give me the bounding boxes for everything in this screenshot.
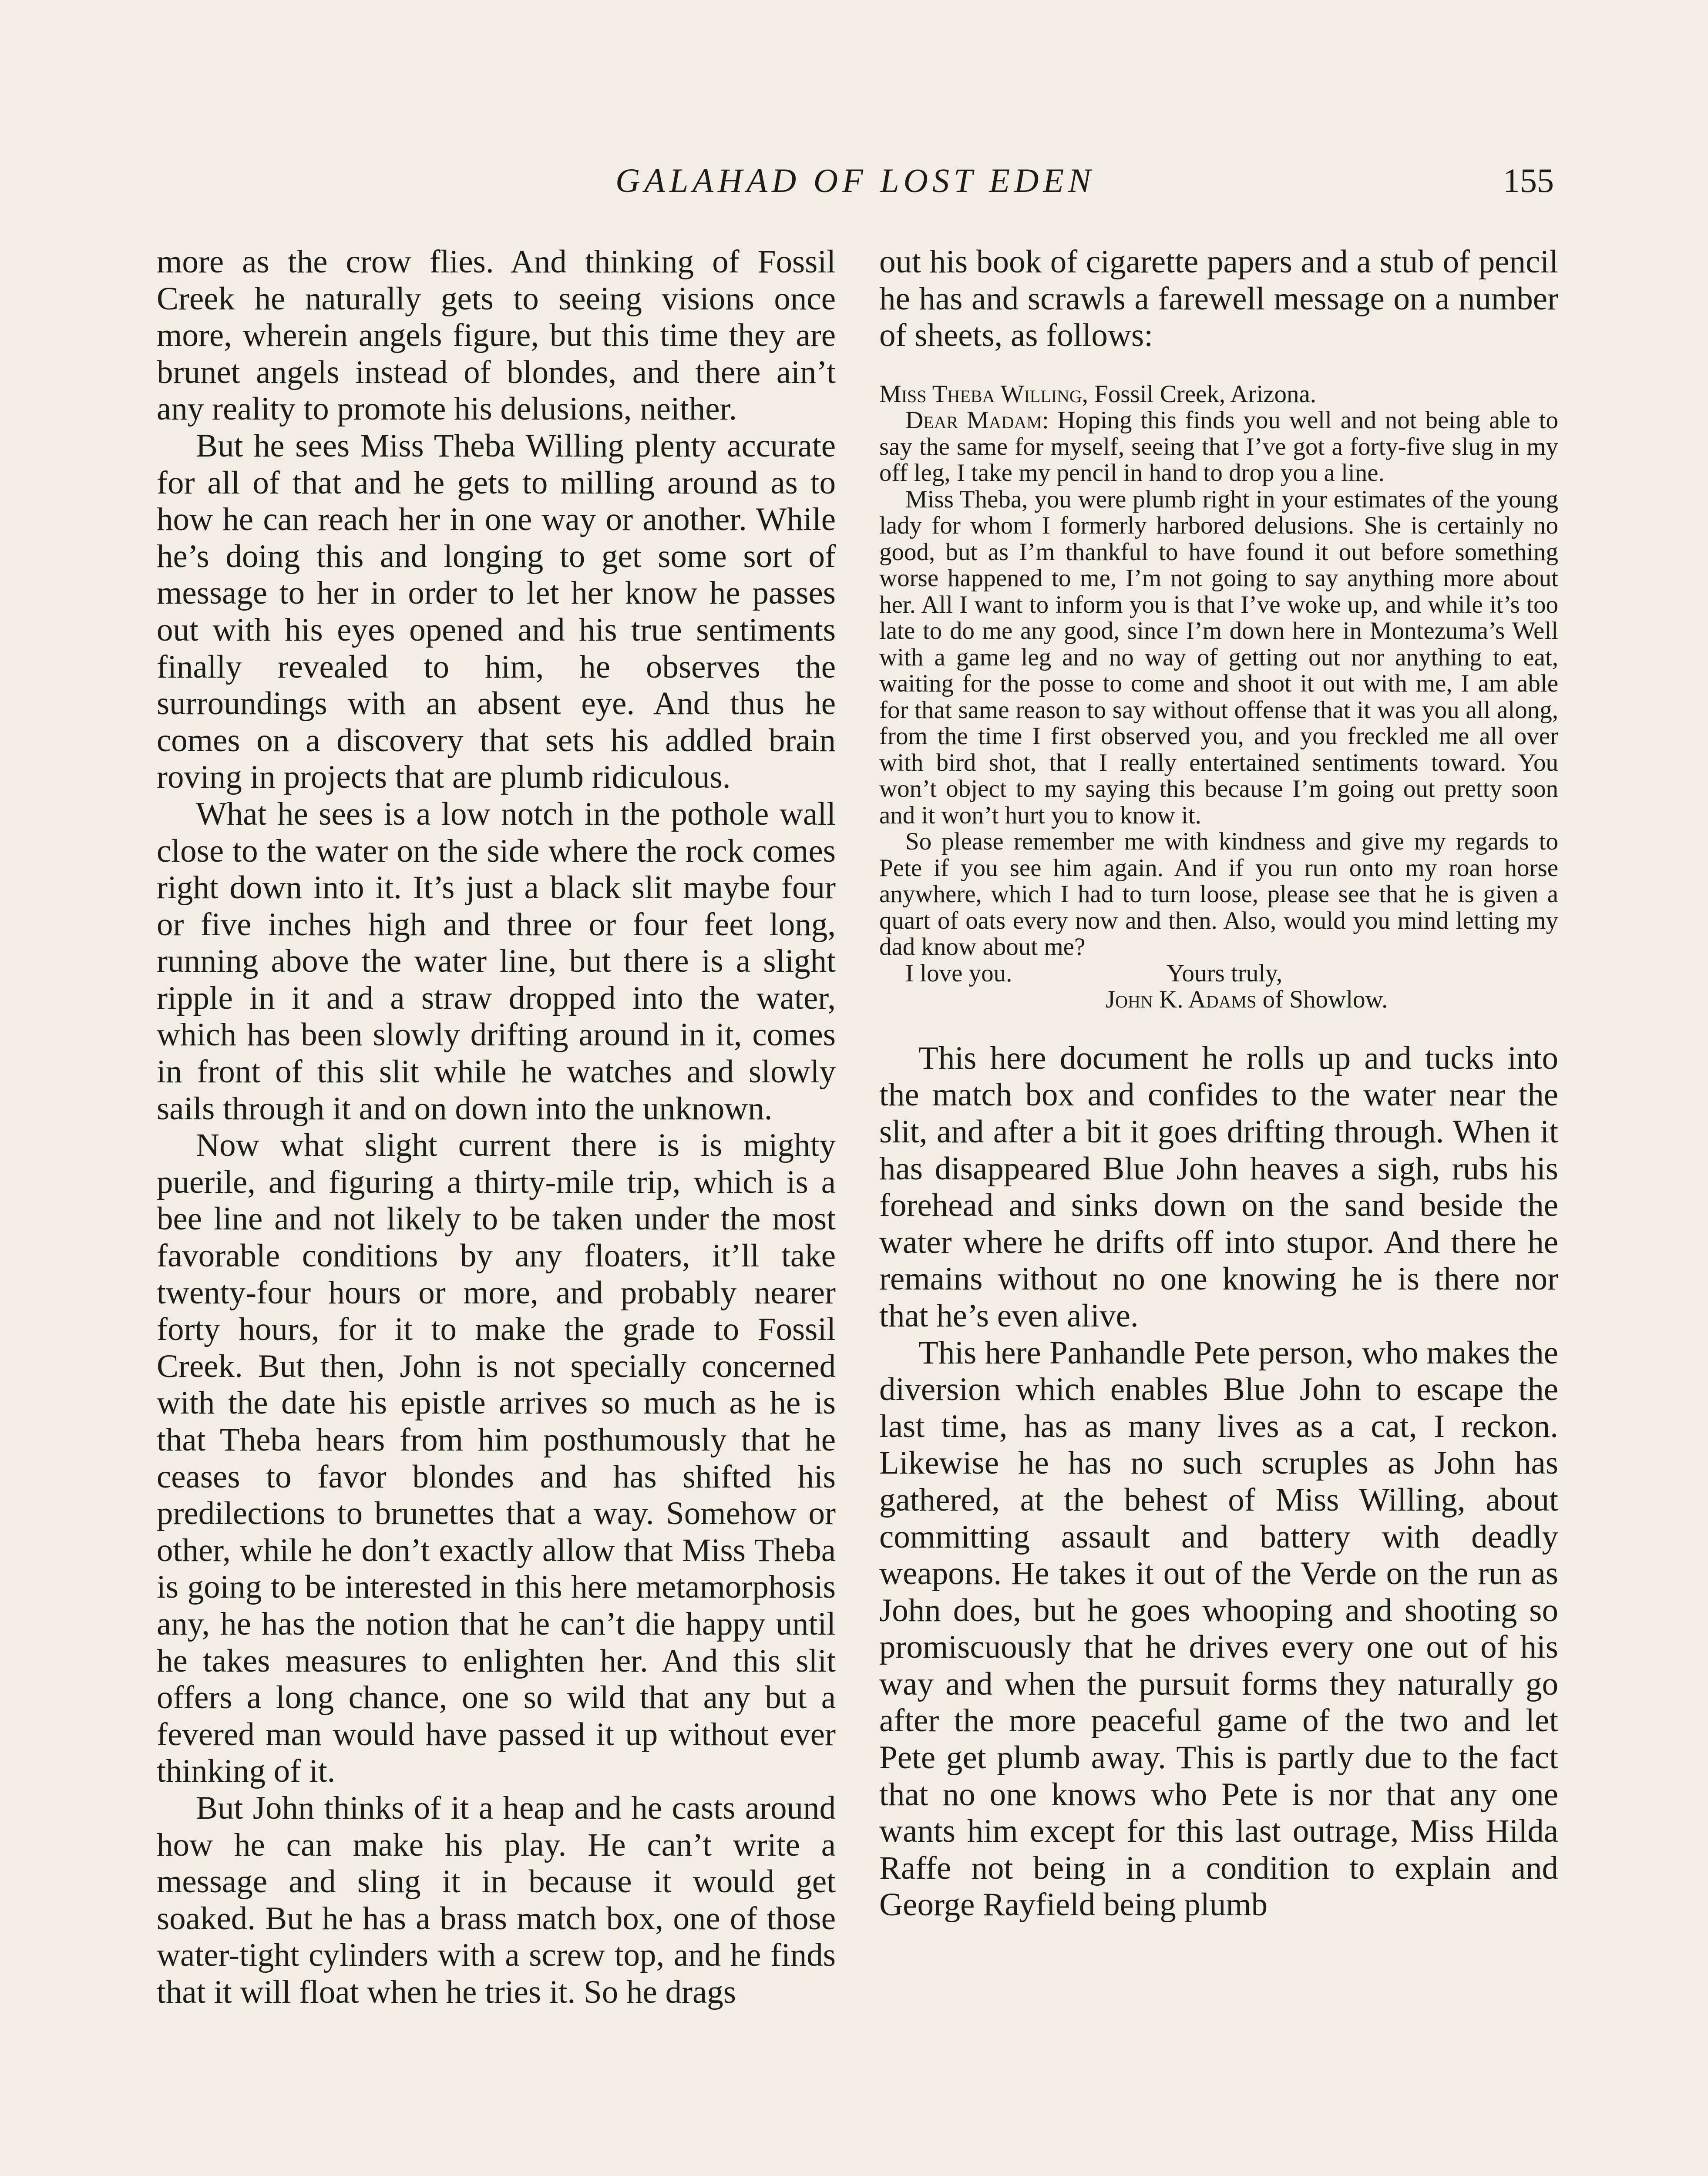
page-header xyxy=(157,161,1554,213)
letter-text: Hoping this finds you well and not being able to say the same for myself, seeing that I’ve got a forty-five slug in my off leg, I take my pencil in hand to drop you a line. xyxy=(879,406,1558,487)
paragraph: This here document he rolls up and tucks into the match box and confides to the water near the slit, and after a bit it goes drifting through. When it has disappeared Blue John heaves a sigh, rubs his forehead and sinks down on the sand beside the water where he drifts off into stupor. And there he remains without no one knowing he is there nor that he’s even alive. xyxy=(879,1040,1558,1334)
paragraph: But he sees Miss Theba Willing plenty accurate for all of that and he gets to milling around as to how he can reach her in one way or another. While he’s doing this and longing to get some sort of message to her in order to let her know he passes out with his eyes opened and his true sentiments finally revealed to him, he observes the surroundings with an absent eye. And thus he comes on a discovery that sets his addled brain roving in projects that are plumb ridiculous. xyxy=(157,427,836,796)
farewell-letter xyxy=(879,381,1558,1013)
letter-closing xyxy=(905,960,1558,987)
paragraph: But John thinks of it a heap and he casts around how he can make his play. He can’t write a message and sling it in because it would get soaked. But he has a brass match box, one of those water-tight cylinders with a screw top, and he finds that it will float when he tries it. So he drags xyxy=(157,1790,836,2010)
letter-paragraph: Miss Theba, you were plumb right in your estimates of the young lady for whom I formerly harbored delusions. She is certainly no good, but as I’m thankful to have found it out before something worse happened to me, I’m not going to say anything more about her. All I want to inform you is that I’ve woke up, and while it’s too late to do me any good, since I’m down here in Montezuma’s Well with a game leg and no way of getting out nor anything to eat, waiting for the posse to come and shoot it out with me, I am able for that same reason to say without offense that it was you all along, from the time I first observed you, and you freckled me all over with bird shot, that I really entertained sentiments toward. You won’t object to my saying this because I’m going out pretty soon and it won’t hurt you to know it. xyxy=(879,485,1558,829)
letter-addressee-place: Fossil Creek, Arizona. xyxy=(1088,380,1317,408)
running-title: GALAHAD OF LOST EDEN xyxy=(615,161,1096,199)
paragraph: out his book of cigarette papers and a stub of pencil he has and scrawls a farewell message on a number of sheets, as follows: xyxy=(879,244,1558,354)
letter-closing-love: I love you. xyxy=(905,959,1012,987)
letter-addressee-name: Miss Theba Willing, xyxy=(879,380,1088,408)
letter-paragraph xyxy=(879,407,1558,487)
left-column xyxy=(157,244,836,2011)
right-column xyxy=(879,244,1558,1924)
paragraph: What he sees is a low notch in the pothole wall close to the water on the side where the rock comes right down into it. It’s just a black slit maybe four or five inches high and three or four feet long, running above the water line, but there is a slight ripple in it and a straw dropped into the water, which has been slowly drifting around in it, comes in front of this slit while he watches and slowly sails through it and on down into the unknown. xyxy=(157,796,836,1127)
paragraph: more as the crow flies. And thinking of Fossil Creek he naturally gets to seeing visions once more, wherein angels figure, but this time they are brunet angels instead of blondes, and there ain’t any reality to promote his delusions, neither. xyxy=(157,244,836,427)
page-number: 155 xyxy=(1503,161,1554,199)
letter-address xyxy=(879,381,1558,408)
letter-closing-yours: Yours truly, xyxy=(1167,959,1283,987)
signature-place: of Showlow. xyxy=(1256,986,1388,1014)
paragraph: This here Panhandle Pete person, who makes the diversion which enables Blue John to escape the last time, has as many lives as a cat, I reckon. Likewise he has no such scruples as John has gathered, at the behest of Miss Willing, about committing assault and battery with deadly weapons. He takes it out of the Verde on the run as John does, but he goes whooping and shooting so promiscuously that he drives every one out of his way and when the pursuit forms they naturally go after the more peaceful game of the two and let Pete get plumb away. This is partly due to the fact that no one knows who Pete is nor that any one wants him except for this last outrage, Miss Hilda Raffe not being in a condition to explain and George Rayfield being plumb xyxy=(879,1334,1558,1923)
signature-name: John K. Adams xyxy=(1106,986,1257,1014)
paragraph: Now what slight current there is is mighty puerile, and figuring a thirty-mile trip, which is a bee line and not likely to be taken under the most favorable conditions by any floaters, it’ll take twenty-four hours or more, and probably nearer forty hours, for it to make the grade to Fossil Creek. But then, John is not specially concerned with the date his epistle arrives so much as he is that Theba hears from him posthumously that he ceases to favor blondes and has shifted his predilections to brunettes that a way. Somehow or other, while he don’t exactly allow that Miss Theba is going to be interested in this here metamorphosis any, he has the notion that he can’t die happy until he takes measures to enlighten her. And this slit offers a long chance, one so wild that any but a fevered man would have passed it up without ever thinking of it. xyxy=(157,1127,836,1790)
letter-signature xyxy=(879,987,1558,1013)
letter-paragraph: So please remember me with kindness and give my regards to Pete if you see him again. And if you run onto my roan horse anywhere, which I had to turn loose, please see that he is given a quart of oats every now and then. Also, would you mind letting my dad know about me? xyxy=(879,828,1558,961)
letter-salutation: Dear Madam: xyxy=(905,406,1049,434)
